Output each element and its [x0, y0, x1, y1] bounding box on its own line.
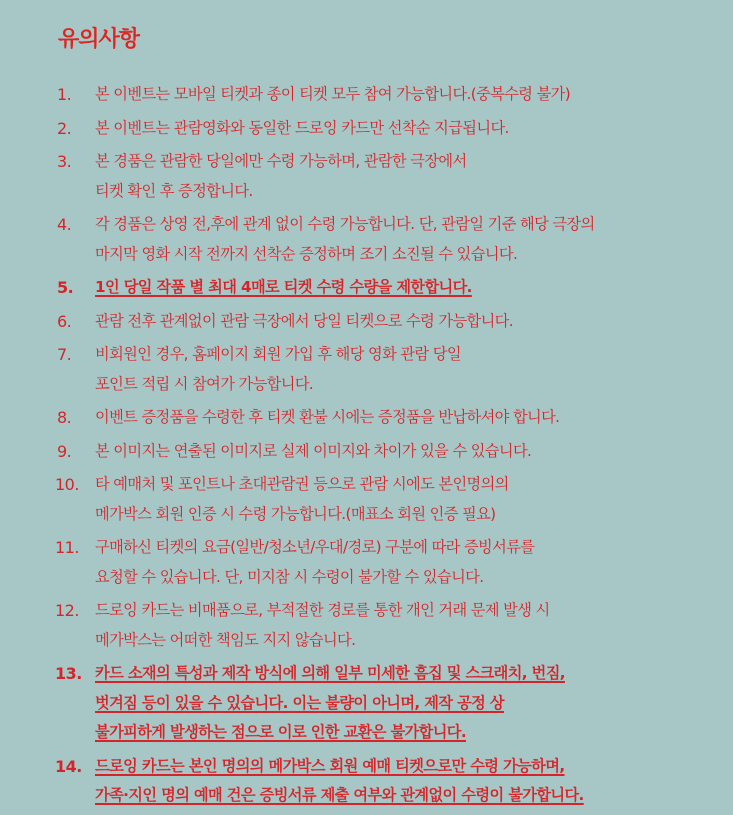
- item-number: 10.: [55, 475, 79, 494]
- item-text: 본 경품은 관람한 당일에만 수령 가능하며, 관람한 극장에서: [95, 152, 467, 170]
- item-text: 포인트 적립 시 참여가 가능합니다.: [95, 374, 314, 393]
- item-number: 6.: [57, 311, 72, 331]
- item-number: 3.: [57, 152, 72, 171]
- item-text: 불가피하게 발생하는 점으로 이로 인한 교환은 불가합니다.: [95, 723, 467, 741]
- item-text: 본 이벤트는 관람영화와 동일한 드로잉 카드만 선착순 지급됩니다.: [95, 118, 509, 137]
- list-item: [57, 470, 727, 529]
- item-text: 관람 전후 관계없이 관람 극장에서 당일 티켓으로 수령 가능합니다.: [95, 311, 513, 330]
- item-text: 각 경품은 상영 전,후에 관계 없이 수령 가능합니다. 단, 관람일 기준 해당 극장의: [95, 215, 595, 233]
- item-number: 1.: [57, 85, 72, 104]
- notice-list: [57, 80, 727, 815]
- item-number: 5.: [57, 278, 74, 297]
- item-text: 드로잉 카드는 본인 명의의 메가박스 회원 예매 티켓으로만 수령 가능하며,: [95, 756, 565, 775]
- item-text: 본 이미지는 연출된 이미지로 실제 이미지와 차이가 있을 수 있습니다.: [95, 441, 532, 460]
- list-item: [57, 80, 727, 110]
- list-item-emphasized: [57, 659, 727, 748]
- item-text: 본 이벤트는 모바일 티켓과 종이 티켓 모두 참여 가능합니다.(중복수령 불가): [95, 85, 571, 103]
- item-number: 2.: [57, 118, 72, 138]
- list-item: [57, 596, 727, 655]
- list-item: [57, 307, 727, 337]
- item-text: 메가박스는 어떠한 책임도 지지 않습니다.: [95, 630, 356, 649]
- item-text: 이벤트 증정품을 수령한 후 티켓 환불 시에는 증정품을 반납하셔야 합니다.: [95, 408, 560, 426]
- list-item: [57, 147, 727, 206]
- list-item-emphasized: [57, 273, 727, 303]
- item-number: 12.: [55, 601, 79, 620]
- item-text: 1인 당일 작품 별 최대 4매로 티켓 수령 수량을 제한합니다.: [95, 278, 472, 296]
- item-number: 13.: [55, 664, 82, 683]
- item-text: 구매하신 티켓의 요금(일반/청소년/우대/경로) 구분에 따라 증빙서류를: [95, 538, 535, 556]
- item-text: 카드 소재의 특성과 제작 방식에 의해 일부 미세한 흠집 및 스크래치, 번짐,: [95, 664, 565, 682]
- page-title: 유의사항: [58, 27, 140, 52]
- item-text: 가족·지인 명의 예매 건은 증빙서류 제출 여부와 관계없이 수령이 불가합니다.: [95, 786, 584, 804]
- item-number: 9.: [57, 441, 72, 461]
- item-number: 4.: [57, 215, 72, 234]
- item-text: 비회원인 경우, 홈페이지 회원 가입 후 해당 영화 관람 당일: [95, 345, 461, 363]
- list-item: [57, 403, 727, 433]
- item-number: 8.: [57, 408, 72, 427]
- item-number: 7.: [57, 345, 72, 364]
- item-number: 11.: [55, 538, 79, 557]
- item-text: 드로잉 카드는 비매품으로, 부적절한 경로를 통한 개인 거래 문제 발생 시: [95, 601, 550, 619]
- item-text: 타 예매처 및 포인트나 초대관람권 등으로 관람 시에도 본인명의의: [95, 475, 509, 493]
- item-text: 티켓 확인 후 증정합니다.: [95, 181, 253, 200]
- list-item: [57, 533, 727, 592]
- list-item: [57, 114, 727, 144]
- item-text: 메가박스 회원 인증 시 수령 가능합니다.(매표소 회원 인증 필요): [95, 504, 496, 523]
- item-number: 14.: [55, 756, 82, 776]
- list-item-emphasized: [57, 752, 727, 811]
- list-item: [57, 210, 727, 269]
- item-text: 요청할 수 있습니다. 단, 미지참 시 수령이 불가할 수 있습니다.: [95, 567, 484, 586]
- list-item: [57, 340, 727, 399]
- item-text: 벗겨짐 등이 있을 수 있습니다. 이는 불량이 아니며, 제작 공정 상: [95, 693, 504, 712]
- list-item: [57, 437, 727, 467]
- item-text: 마지막 영화 시작 전까지 선착순 증정하며 조기 소진될 수 있습니다.: [95, 244, 518, 263]
